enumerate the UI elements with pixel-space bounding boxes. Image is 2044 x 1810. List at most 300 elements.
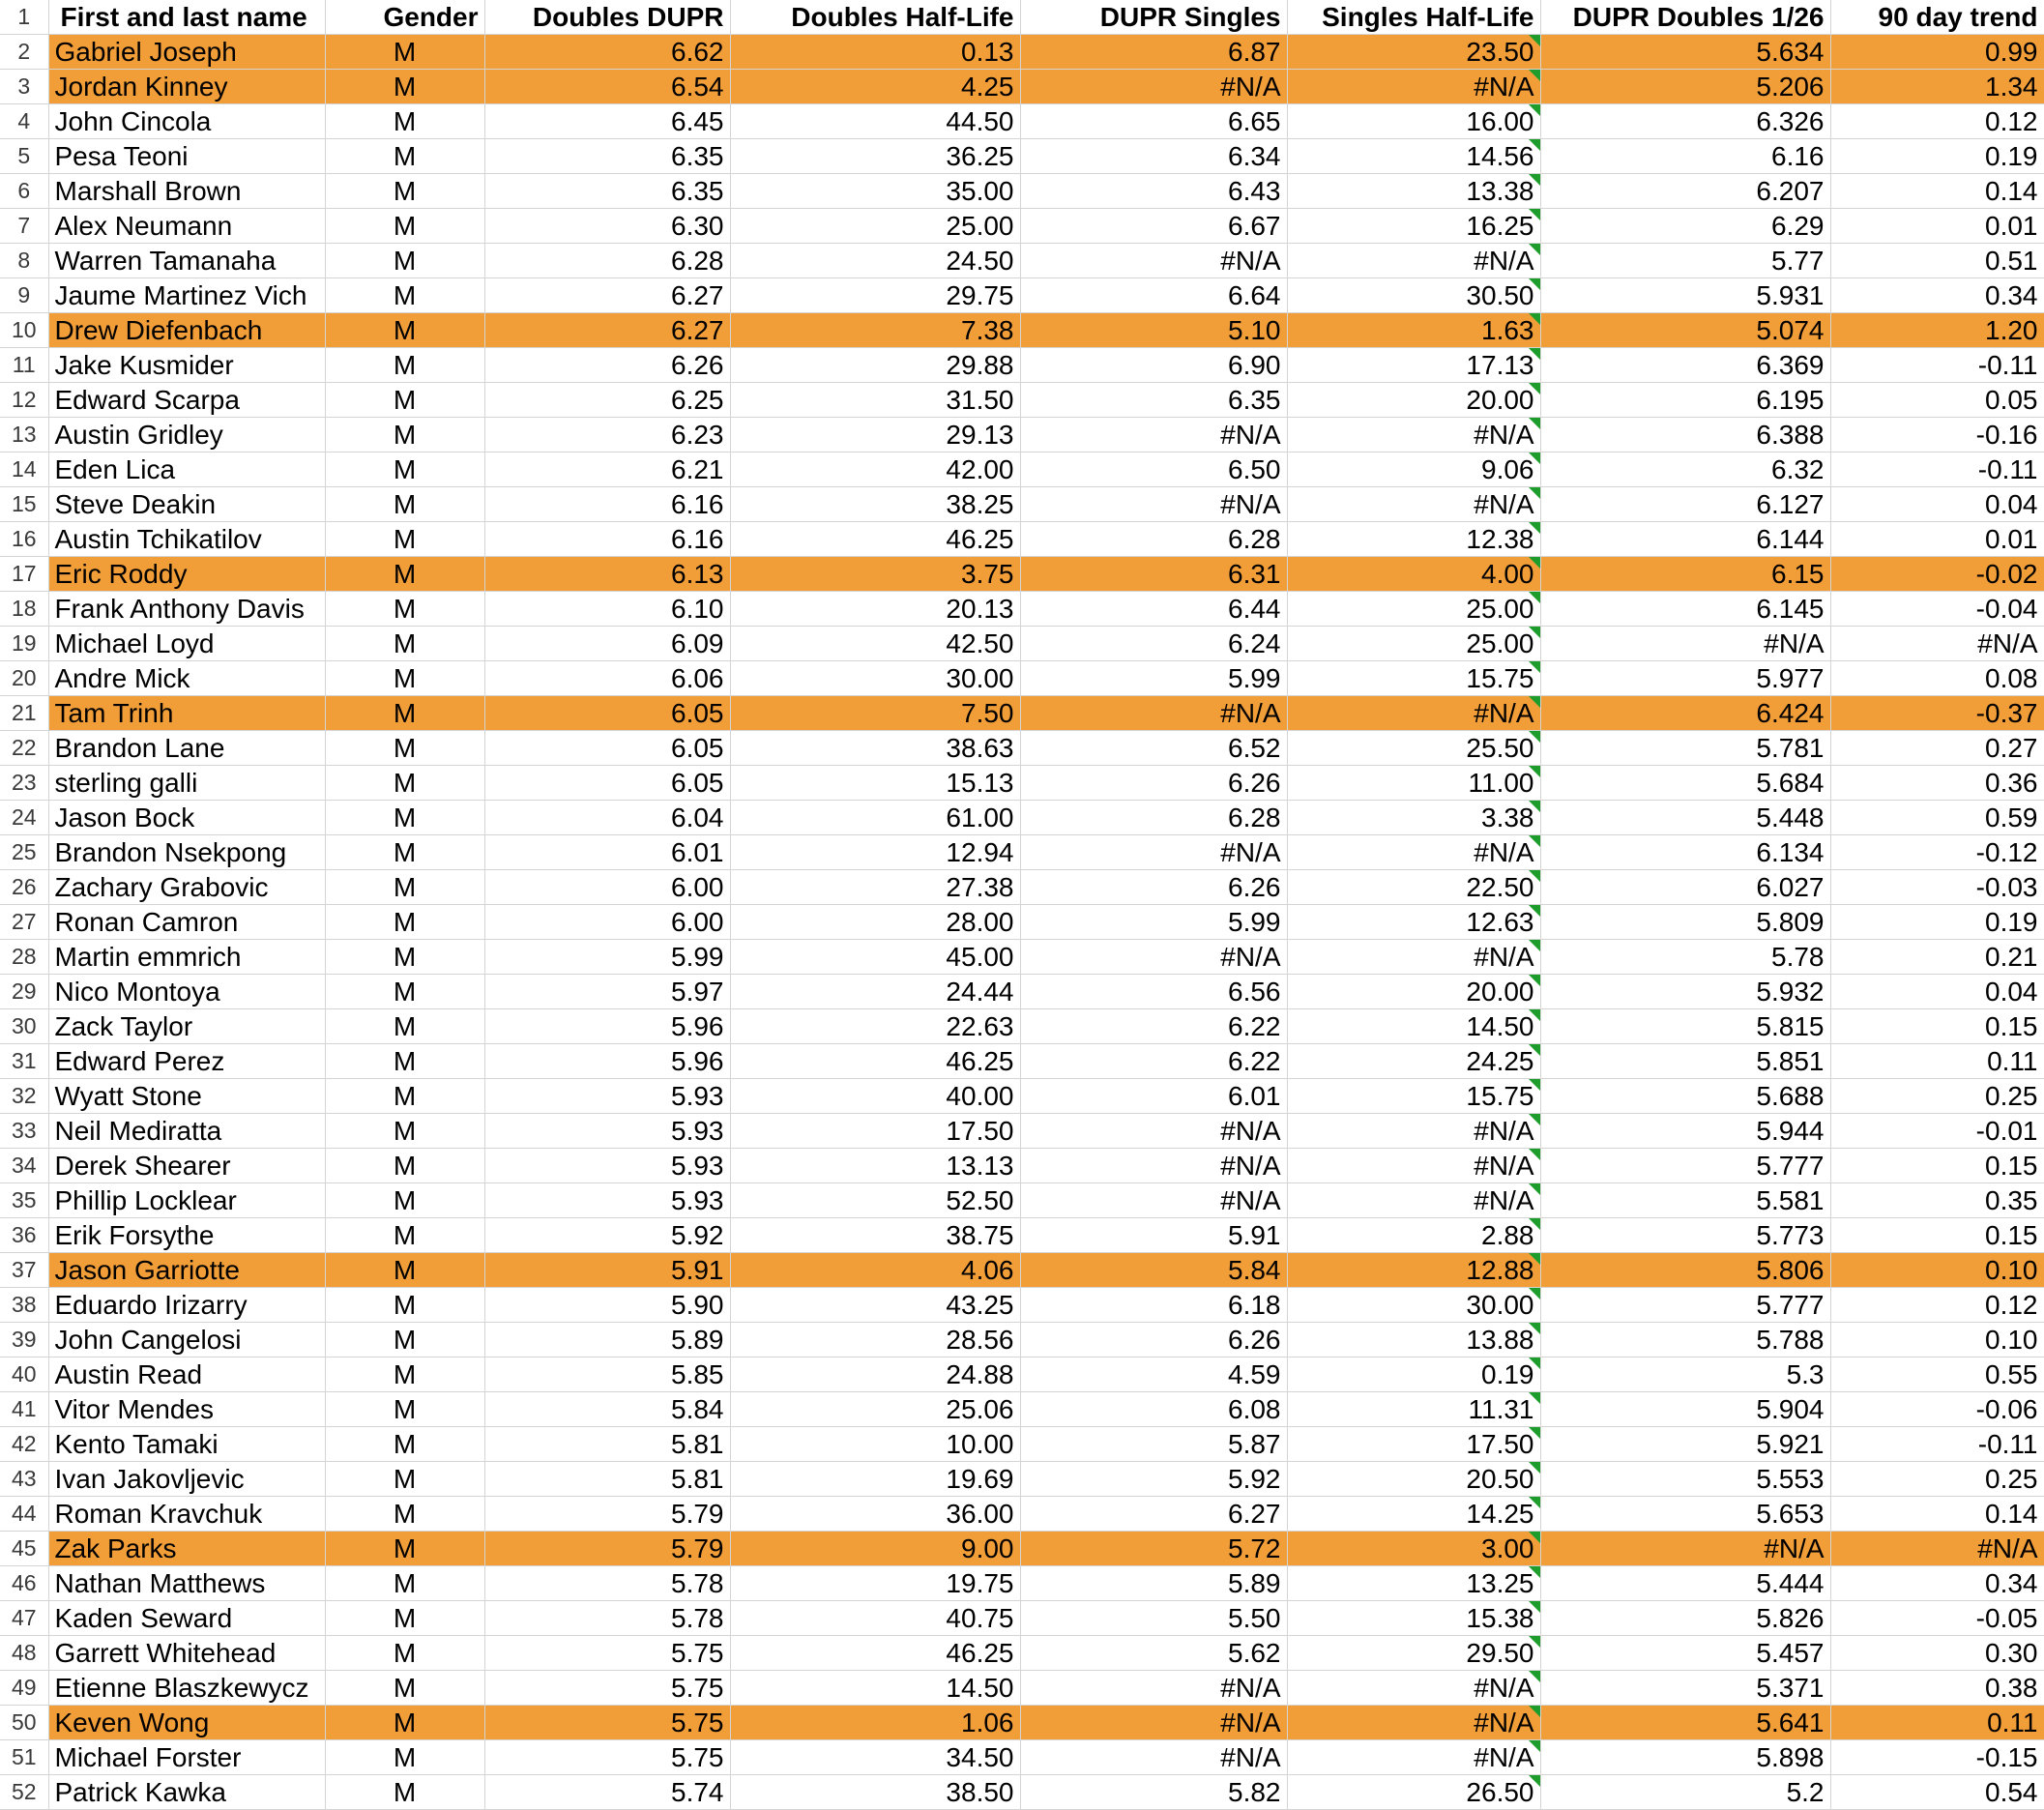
comment-indicator-icon[interactable] [1529,1218,1540,1230]
dupr-singles-cell[interactable] [1020,1601,1287,1636]
row-number[interactable]: 19 [0,627,48,661]
row-number[interactable]: 38 [0,1288,48,1323]
comment-indicator-icon[interactable] [1529,104,1540,116]
doubles-half-life-cell[interactable] [730,452,1020,487]
trend-cell[interactable] [1830,1427,2044,1462]
comment-indicator-icon[interactable] [1529,522,1540,534]
dupr-singles-cell[interactable] [1020,731,1287,766]
dupr-doubles-1-26-cell[interactable] [1540,1079,1830,1114]
dupr-singles-cell[interactable] [1020,801,1287,835]
dupr-doubles-1-26-cell[interactable] [1540,348,1830,383]
dupr-singles-cell[interactable] [1020,661,1287,696]
comment-indicator-icon[interactable] [1529,1532,1540,1543]
trend-cell[interactable] [1830,1114,2044,1149]
name-cell[interactable] [48,940,325,975]
row-number[interactable]: 27 [0,905,48,940]
comment-indicator-icon[interactable] [1529,1427,1540,1439]
trend-cell[interactable] [1830,1706,2044,1740]
trend-cell[interactable] [1830,627,2044,661]
comment-indicator-icon[interactable] [1529,244,1540,255]
name-cell[interactable] [48,70,325,104]
doubles-half-life-cell[interactable] [730,1497,1020,1532]
name-cell[interactable] [48,1009,325,1044]
doubles-dupr-cell[interactable] [484,766,730,801]
singles-half-life-cell[interactable] [1287,1427,1540,1462]
gender-cell[interactable] [325,940,484,975]
trend-cell[interactable] [1830,1149,2044,1183]
singles-half-life-cell[interactable] [1287,1566,1540,1601]
comment-indicator-icon[interactable] [1529,1740,1540,1752]
doubles-half-life-cell[interactable] [730,1740,1020,1775]
gender-cell[interactable] [325,104,484,139]
doubles-dupr-cell[interactable] [484,487,730,522]
trend-cell[interactable] [1830,1323,2044,1358]
row-number[interactable]: 48 [0,1636,48,1671]
gender-cell[interactable] [325,278,484,313]
dupr-singles-cell[interactable] [1020,383,1287,418]
name-cell[interactable] [48,905,325,940]
row-number[interactable]: 15 [0,487,48,522]
column-header-gender[interactable]: Gender [325,0,484,35]
dupr-doubles-1-26-cell[interactable] [1540,35,1830,70]
dupr-doubles-1-26-cell[interactable] [1540,383,1830,418]
gender-cell[interactable] [325,1740,484,1775]
name-cell[interactable] [48,1358,325,1392]
comment-indicator-icon[interactable] [1529,870,1540,882]
dupr-singles-cell[interactable] [1020,522,1287,557]
doubles-half-life-cell[interactable] [730,905,1020,940]
row-number[interactable]: 2 [0,35,48,70]
singles-half-life-cell[interactable] [1287,1671,1540,1706]
dupr-singles-cell[interactable] [1020,766,1287,801]
comment-indicator-icon[interactable] [1529,139,1540,151]
dupr-doubles-1-26-cell[interactable] [1540,766,1830,801]
doubles-half-life-cell[interactable] [730,1288,1020,1323]
gender-cell[interactable] [325,487,484,522]
gender-cell[interactable] [325,383,484,418]
row-number[interactable]: 31 [0,1044,48,1079]
comment-indicator-icon[interactable] [1529,940,1540,951]
dupr-doubles-1-26-cell[interactable] [1540,1044,1830,1079]
doubles-half-life-cell[interactable] [730,1044,1020,1079]
dupr-doubles-1-26-cell[interactable] [1540,1740,1830,1775]
doubles-dupr-cell[interactable] [484,1009,730,1044]
trend-cell[interactable] [1830,940,2044,975]
dupr-singles-cell[interactable] [1020,1566,1287,1601]
singles-half-life-cell[interactable] [1287,1392,1540,1427]
singles-half-life-cell[interactable] [1287,1775,1540,1810]
doubles-dupr-cell[interactable] [484,244,730,278]
comment-indicator-icon[interactable] [1529,835,1540,847]
gender-cell[interactable] [325,661,484,696]
dupr-singles-cell[interactable] [1020,1427,1287,1462]
dupr-doubles-1-26-cell[interactable] [1540,278,1830,313]
doubles-dupr-cell[interactable] [484,209,730,244]
dupr-singles-cell[interactable] [1020,1775,1287,1810]
name-cell[interactable] [48,1636,325,1671]
name-cell[interactable] [48,1671,325,1706]
doubles-half-life-cell[interactable] [730,592,1020,627]
trend-cell[interactable] [1830,174,2044,209]
gender-cell[interactable] [325,801,484,835]
dupr-doubles-1-26-cell[interactable] [1540,696,1830,731]
dupr-singles-cell[interactable] [1020,348,1287,383]
dupr-singles-cell[interactable] [1020,70,1287,104]
name-cell[interactable] [48,1392,325,1427]
doubles-dupr-cell[interactable] [484,557,730,592]
dupr-singles-cell[interactable] [1020,1462,1287,1497]
comment-indicator-icon[interactable] [1529,35,1540,46]
dupr-singles-cell[interactable] [1020,1532,1287,1566]
name-cell[interactable] [48,35,325,70]
doubles-dupr-cell[interactable] [484,1566,730,1601]
doubles-half-life-cell[interactable] [730,244,1020,278]
name-cell[interactable] [48,870,325,905]
doubles-dupr-cell[interactable] [484,383,730,418]
trend-cell[interactable] [1830,870,2044,905]
doubles-half-life-cell[interactable] [730,975,1020,1009]
gender-cell[interactable] [325,1009,484,1044]
singles-half-life-cell[interactable] [1287,870,1540,905]
dupr-doubles-1-26-cell[interactable] [1540,1218,1830,1253]
trend-cell[interactable] [1830,1288,2044,1323]
doubles-half-life-cell[interactable] [730,1253,1020,1288]
doubles-half-life-cell[interactable] [730,70,1020,104]
gender-cell[interactable] [325,1323,484,1358]
name-cell[interactable] [48,592,325,627]
row-number[interactable]: 22 [0,731,48,766]
singles-half-life-cell[interactable] [1287,627,1540,661]
doubles-dupr-cell[interactable] [484,975,730,1009]
doubles-dupr-cell[interactable] [484,278,730,313]
singles-half-life-cell[interactable] [1287,1532,1540,1566]
singles-half-life-cell[interactable] [1287,487,1540,522]
name-cell[interactable] [48,766,325,801]
doubles-half-life-cell[interactable] [730,383,1020,418]
singles-half-life-cell[interactable] [1287,418,1540,452]
row-number[interactable]: 35 [0,1183,48,1218]
trend-cell[interactable] [1830,209,2044,244]
comment-indicator-icon[interactable] [1529,801,1540,812]
name-cell[interactable] [48,278,325,313]
name-cell[interactable] [48,1462,325,1497]
trend-cell[interactable] [1830,975,2044,1009]
doubles-half-life-cell[interactable] [730,1601,1020,1636]
gender-cell[interactable] [325,1497,484,1532]
doubles-dupr-cell[interactable] [484,1044,730,1079]
doubles-dupr-cell[interactable] [484,1497,730,1532]
doubles-half-life-cell[interactable] [730,1358,1020,1392]
singles-half-life-cell[interactable] [1287,592,1540,627]
trend-cell[interactable] [1830,452,2044,487]
dupr-singles-cell[interactable] [1020,1009,1287,1044]
singles-half-life-cell[interactable] [1287,766,1540,801]
doubles-dupr-cell[interactable] [484,139,730,174]
singles-half-life-cell[interactable] [1287,661,1540,696]
doubles-dupr-cell[interactable] [484,418,730,452]
name-cell[interactable] [48,1114,325,1149]
comment-indicator-icon[interactable] [1529,1323,1540,1334]
dupr-doubles-1-26-cell[interactable] [1540,975,1830,1009]
dupr-singles-cell[interactable] [1020,905,1287,940]
dupr-doubles-1-26-cell[interactable] [1540,1358,1830,1392]
dupr-doubles-1-26-cell[interactable] [1540,905,1830,940]
doubles-half-life-cell[interactable] [730,870,1020,905]
comment-indicator-icon[interactable] [1529,70,1540,81]
name-cell[interactable] [48,209,325,244]
trend-cell[interactable] [1830,278,2044,313]
dupr-singles-cell[interactable] [1020,1740,1287,1775]
singles-half-life-cell[interactable] [1287,1009,1540,1044]
doubles-half-life-cell[interactable] [730,487,1020,522]
dupr-singles-cell[interactable] [1020,1671,1287,1706]
doubles-half-life-cell[interactable] [730,801,1020,835]
column-header-singles-half-life[interactable]: Singles Half-Life [1287,0,1540,35]
dupr-doubles-1-26-cell[interactable] [1540,1288,1830,1323]
gender-cell[interactable] [325,835,484,870]
doubles-half-life-cell[interactable] [730,1079,1020,1114]
trend-cell[interactable] [1830,104,2044,139]
dupr-doubles-1-26-cell[interactable] [1540,522,1830,557]
row-number[interactable]: 25 [0,835,48,870]
gender-cell[interactable] [325,1601,484,1636]
dupr-doubles-1-26-cell[interactable] [1540,418,1830,452]
name-cell[interactable] [48,1218,325,1253]
trend-cell[interactable] [1830,70,2044,104]
row-number[interactable]: 20 [0,661,48,696]
comment-indicator-icon[interactable] [1529,452,1540,464]
dupr-doubles-1-26-cell[interactable] [1540,70,1830,104]
name-cell[interactable] [48,487,325,522]
row-number[interactable]: 12 [0,383,48,418]
name-cell[interactable] [48,1323,325,1358]
dupr-singles-cell[interactable] [1020,1288,1287,1323]
name-cell[interactable] [48,1288,325,1323]
comment-indicator-icon[interactable] [1529,1358,1540,1369]
gender-cell[interactable] [325,905,484,940]
dupr-doubles-1-26-cell[interactable] [1540,174,1830,209]
doubles-half-life-cell[interactable] [730,104,1020,139]
singles-half-life-cell[interactable] [1287,1149,1540,1183]
row-number[interactable]: 23 [0,766,48,801]
doubles-dupr-cell[interactable] [484,313,730,348]
doubles-dupr-cell[interactable] [484,1427,730,1462]
column-header-doubles-half-life[interactable]: Doubles Half-Life [730,0,1020,35]
trend-cell[interactable] [1830,1671,2044,1706]
row-number[interactable]: 14 [0,452,48,487]
doubles-half-life-cell[interactable] [730,209,1020,244]
doubles-half-life-cell[interactable] [730,278,1020,313]
doubles-dupr-cell[interactable] [484,1358,730,1392]
doubles-dupr-cell[interactable] [484,1183,730,1218]
trend-cell[interactable] [1830,696,2044,731]
gender-cell[interactable] [325,35,484,70]
doubles-half-life-cell[interactable] [730,1183,1020,1218]
doubles-dupr-cell[interactable] [484,835,730,870]
gender-cell[interactable] [325,1532,484,1566]
singles-half-life-cell[interactable] [1287,1079,1540,1114]
dupr-doubles-1-26-cell[interactable] [1540,1253,1830,1288]
doubles-half-life-cell[interactable] [730,35,1020,70]
doubles-dupr-cell[interactable] [484,348,730,383]
doubles-dupr-cell[interactable] [484,1218,730,1253]
name-cell[interactable] [48,244,325,278]
dupr-singles-cell[interactable] [1020,104,1287,139]
dupr-doubles-1-26-cell[interactable] [1540,1323,1830,1358]
doubles-dupr-cell[interactable] [484,696,730,731]
gender-cell[interactable] [325,1114,484,1149]
trend-cell[interactable] [1830,35,2044,70]
gender-cell[interactable] [325,975,484,1009]
row-number[interactable]: 32 [0,1079,48,1114]
comment-indicator-icon[interactable] [1529,1462,1540,1474]
doubles-dupr-cell[interactable] [484,70,730,104]
singles-half-life-cell[interactable] [1287,348,1540,383]
singles-half-life-cell[interactable] [1287,70,1540,104]
dupr-singles-cell[interactable] [1020,1218,1287,1253]
dupr-singles-cell[interactable] [1020,487,1287,522]
trend-cell[interactable] [1830,557,2044,592]
comment-indicator-icon[interactable] [1529,1079,1540,1091]
doubles-half-life-cell[interactable] [730,1671,1020,1706]
gender-cell[interactable] [325,244,484,278]
trend-cell[interactable] [1830,487,2044,522]
doubles-half-life-cell[interactable] [730,731,1020,766]
column-header-dupr-doubles-1-26[interactable]: DUPR Doubles 1/26 [1540,0,1830,35]
gender-cell[interactable] [325,1671,484,1706]
gender-cell[interactable] [325,1183,484,1218]
dupr-singles-cell[interactable] [1020,1149,1287,1183]
singles-half-life-cell[interactable] [1287,139,1540,174]
name-cell[interactable] [48,418,325,452]
gender-cell[interactable] [325,1288,484,1323]
gender-cell[interactable] [325,522,484,557]
comment-indicator-icon[interactable] [1529,1392,1540,1404]
singles-half-life-cell[interactable] [1287,1462,1540,1497]
row-number[interactable]: 17 [0,557,48,592]
name-cell[interactable] [48,1497,325,1532]
singles-half-life-cell[interactable] [1287,975,1540,1009]
dupr-doubles-1-26-cell[interactable] [1540,313,1830,348]
doubles-half-life-cell[interactable] [730,1566,1020,1601]
singles-half-life-cell[interactable] [1287,1323,1540,1358]
row-number[interactable]: 10 [0,313,48,348]
trend-cell[interactable] [1830,1566,2044,1601]
dupr-singles-cell[interactable] [1020,940,1287,975]
comment-indicator-icon[interactable] [1529,487,1540,499]
trend-cell[interactable] [1830,661,2044,696]
dupr-singles-cell[interactable] [1020,627,1287,661]
doubles-half-life-cell[interactable] [730,1009,1020,1044]
trend-cell[interactable] [1830,1497,2044,1532]
trend-cell[interactable] [1830,1009,2044,1044]
singles-half-life-cell[interactable] [1287,1253,1540,1288]
dupr-doubles-1-26-cell[interactable] [1540,104,1830,139]
name-cell[interactable] [48,452,325,487]
row-number[interactable]: 6 [0,174,48,209]
gender-cell[interactable] [325,696,484,731]
row-number[interactable]: 11 [0,348,48,383]
doubles-dupr-cell[interactable] [484,1149,730,1183]
name-cell[interactable] [48,104,325,139]
dupr-singles-cell[interactable] [1020,1079,1287,1114]
singles-half-life-cell[interactable] [1287,1358,1540,1392]
comment-indicator-icon[interactable] [1529,661,1540,673]
row-number[interactable]: 7 [0,209,48,244]
comment-indicator-icon[interactable] [1529,1706,1540,1717]
doubles-half-life-cell[interactable] [730,522,1020,557]
gender-cell[interactable] [325,1392,484,1427]
comment-indicator-icon[interactable] [1529,905,1540,917]
name-cell[interactable] [48,731,325,766]
dupr-singles-cell[interactable] [1020,244,1287,278]
row-number[interactable]: 50 [0,1706,48,1740]
dupr-singles-cell[interactable] [1020,1706,1287,1740]
doubles-half-life-cell[interactable] [730,348,1020,383]
doubles-dupr-cell[interactable] [484,174,730,209]
trend-cell[interactable] [1830,418,2044,452]
trend-cell[interactable] [1830,313,2044,348]
singles-half-life-cell[interactable] [1287,1706,1540,1740]
dupr-singles-cell[interactable] [1020,1044,1287,1079]
doubles-dupr-cell[interactable] [484,731,730,766]
dupr-doubles-1-26-cell[interactable] [1540,627,1830,661]
row-number[interactable]: 34 [0,1149,48,1183]
comment-indicator-icon[interactable] [1529,1601,1540,1613]
doubles-dupr-cell[interactable] [484,940,730,975]
dupr-singles-cell[interactable] [1020,1253,1287,1288]
comment-indicator-icon[interactable] [1529,1149,1540,1160]
dupr-singles-cell[interactable] [1020,870,1287,905]
comment-indicator-icon[interactable] [1529,1253,1540,1265]
comment-indicator-icon[interactable] [1529,731,1540,743]
gender-cell[interactable] [325,452,484,487]
dupr-singles-cell[interactable] [1020,452,1287,487]
dupr-doubles-1-26-cell[interactable] [1540,1601,1830,1636]
doubles-dupr-cell[interactable] [484,1392,730,1427]
doubles-half-life-cell[interactable] [730,627,1020,661]
dupr-singles-cell[interactable] [1020,35,1287,70]
dupr-singles-cell[interactable] [1020,313,1287,348]
name-cell[interactable] [48,1532,325,1566]
doubles-half-life-cell[interactable] [730,139,1020,174]
dupr-doubles-1-26-cell[interactable] [1540,139,1830,174]
comment-indicator-icon[interactable] [1529,1775,1540,1787]
trend-cell[interactable] [1830,1044,2044,1079]
name-cell[interactable] [48,696,325,731]
dupr-doubles-1-26-cell[interactable] [1540,1392,1830,1427]
trend-cell[interactable] [1830,1218,2044,1253]
row-number[interactable]: 16 [0,522,48,557]
comment-indicator-icon[interactable] [1529,174,1540,186]
singles-half-life-cell[interactable] [1287,1288,1540,1323]
doubles-dupr-cell[interactable] [484,661,730,696]
comment-indicator-icon[interactable] [1529,1671,1540,1682]
trend-cell[interactable] [1830,905,2044,940]
row-number[interactable]: 43 [0,1462,48,1497]
name-cell[interactable] [48,835,325,870]
doubles-half-life-cell[interactable] [730,1149,1020,1183]
row-number[interactable]: 13 [0,418,48,452]
trend-cell[interactable] [1830,522,2044,557]
gender-cell[interactable] [325,731,484,766]
doubles-dupr-cell[interactable] [484,1253,730,1288]
doubles-dupr-cell[interactable] [484,1114,730,1149]
singles-half-life-cell[interactable] [1287,278,1540,313]
comment-indicator-icon[interactable] [1529,278,1540,290]
row-number-header[interactable]: 1 [0,0,48,35]
doubles-half-life-cell[interactable] [730,940,1020,975]
